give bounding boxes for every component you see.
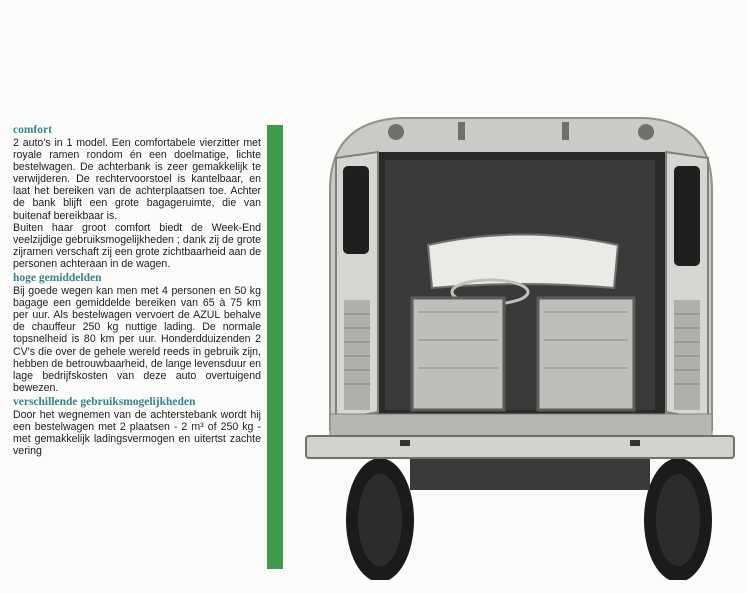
rear-bumper: [306, 436, 734, 458]
section-heading-gebruiksmogelijkheden: verschillende gebruiksmogelijkheden: [13, 395, 196, 408]
section-heading-comfort: comfort: [13, 124, 52, 136]
right-seat: [538, 298, 634, 410]
van-rear-photo: [300, 100, 740, 580]
hoge-gemiddelden-paragraph: Bij goede wegen kan men met 4 personen en 50 kg bagage een gemiddelde bereiken van 65 à 75 km per uur. Als bestelwagen vervoert de AZUL behalve de chauffeur 250 kg nuttige lading. De normale topsnelheid is 80 km per uur. Honderdduizenden 2 CV's die over de gehele wereld reeds in gebruik zijn, hebben de betrouwbaarheid, de lange levensduur en lage bedrijfskosten van deze auto overtuigend bewezen.: [13, 285, 261, 394]
gebruiksmogelijkheden-paragraph: Door het wegnemen van de achterstebank wordt hij een bestelwagen met 2 plaatsen - 2 m³ of 250 kg - met gemakkelijk ladingsvermogen en uitertst zachte vering: [13, 408, 261, 458]
left-seat: [412, 298, 504, 410]
brochure-text-column: [13, 124, 261, 457]
accent-bar: [267, 125, 283, 569]
comfort-paragraph-2: Buiten haar groot comfort biedt de Week-End veelzijdige gebruiksmogelijkheden ; dank zij de grote zijramen verschaft zij een grote zichtbaarheid aan de personen achteraan in de wagen.: [13, 221, 261, 270]
comfort-paragraph-1: 2 auto's in 1 model. Een comfortabele vierzitter met royale ramen rondom én een doelmatige, lichte bestelwagen. De achterbank is zeer gemakkelijk te verwijderen. De rechtervoorstoel is kantelbaar, en laat het bereiken van de achterplaatsen toe. Achter de bank blijft een grote bagageruimte, die van buitenaf bereikbaar is.: [13, 137, 261, 222]
windshield: [428, 235, 618, 289]
section-heading-hoge-gemiddelden: hoge gemiddelden: [13, 272, 102, 285]
